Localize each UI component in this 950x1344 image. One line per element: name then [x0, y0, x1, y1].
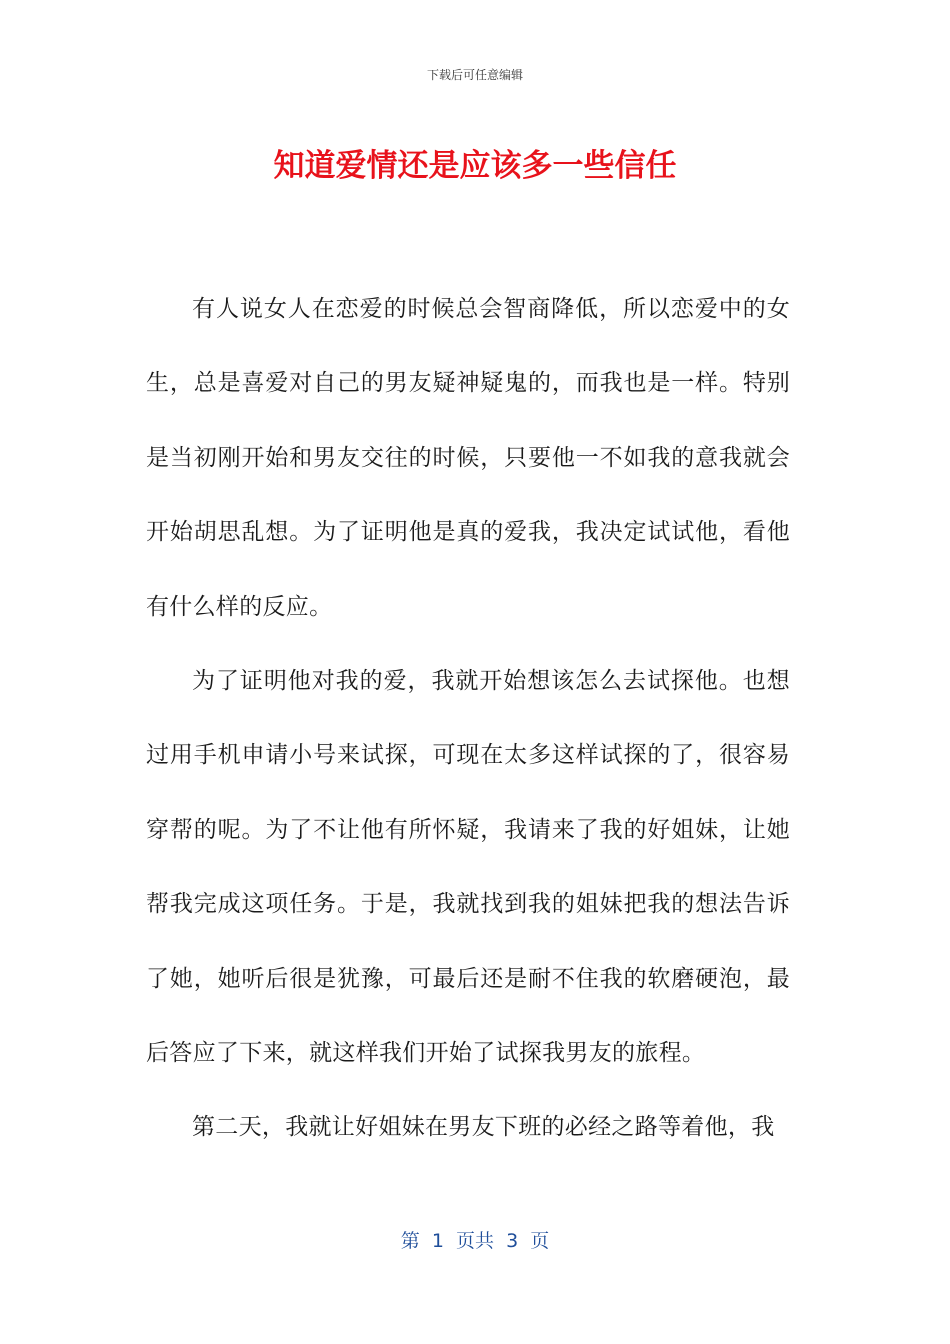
- paragraph-2: 为了证明他对我的爱，我就开始想该怎么去试探他。也想过用手机申请小号来试探，可现在太多这样试探的了，很容易穿帮的呢。为了不让他有所怀疑，我请来了我的好姐妹，让她帮我完成这项任务。于是，我就找到我的姐妹把我的想法告诉了她，她听后很是犹豫，可最后还是耐不住我的软磨硬泡，最后答应了下来，就这样我们开始了试探我男友的旅程。: [146, 668, 790, 1067]
- paragraph-1: 有人说女人在恋爱的时候总会智商降低，所以恋爱中的女生，总是喜爱对自己的男友疑神疑鬼的，而我也是一样。特别是当初刚开始和男友交往的时候，只要他一不如我的意我就会开始胡思乱想。为了证明他是真的爱我，我决定试试他，看他有什么样的反应。: [146, 296, 790, 620]
- document-title: 知道爱情还是应该多一些信任: [273, 148, 677, 184]
- paragraph-3: 第二天，我就让好姐妹在男友下班的必经之路等着他，我: [192, 1114, 775, 1141]
- header-note: 下载后可任意编辑: [426, 68, 523, 82]
- page-number-footer: 第 1 页共 3 页: [400, 1230, 550, 1252]
- document-body: [146, 272, 790, 1165]
